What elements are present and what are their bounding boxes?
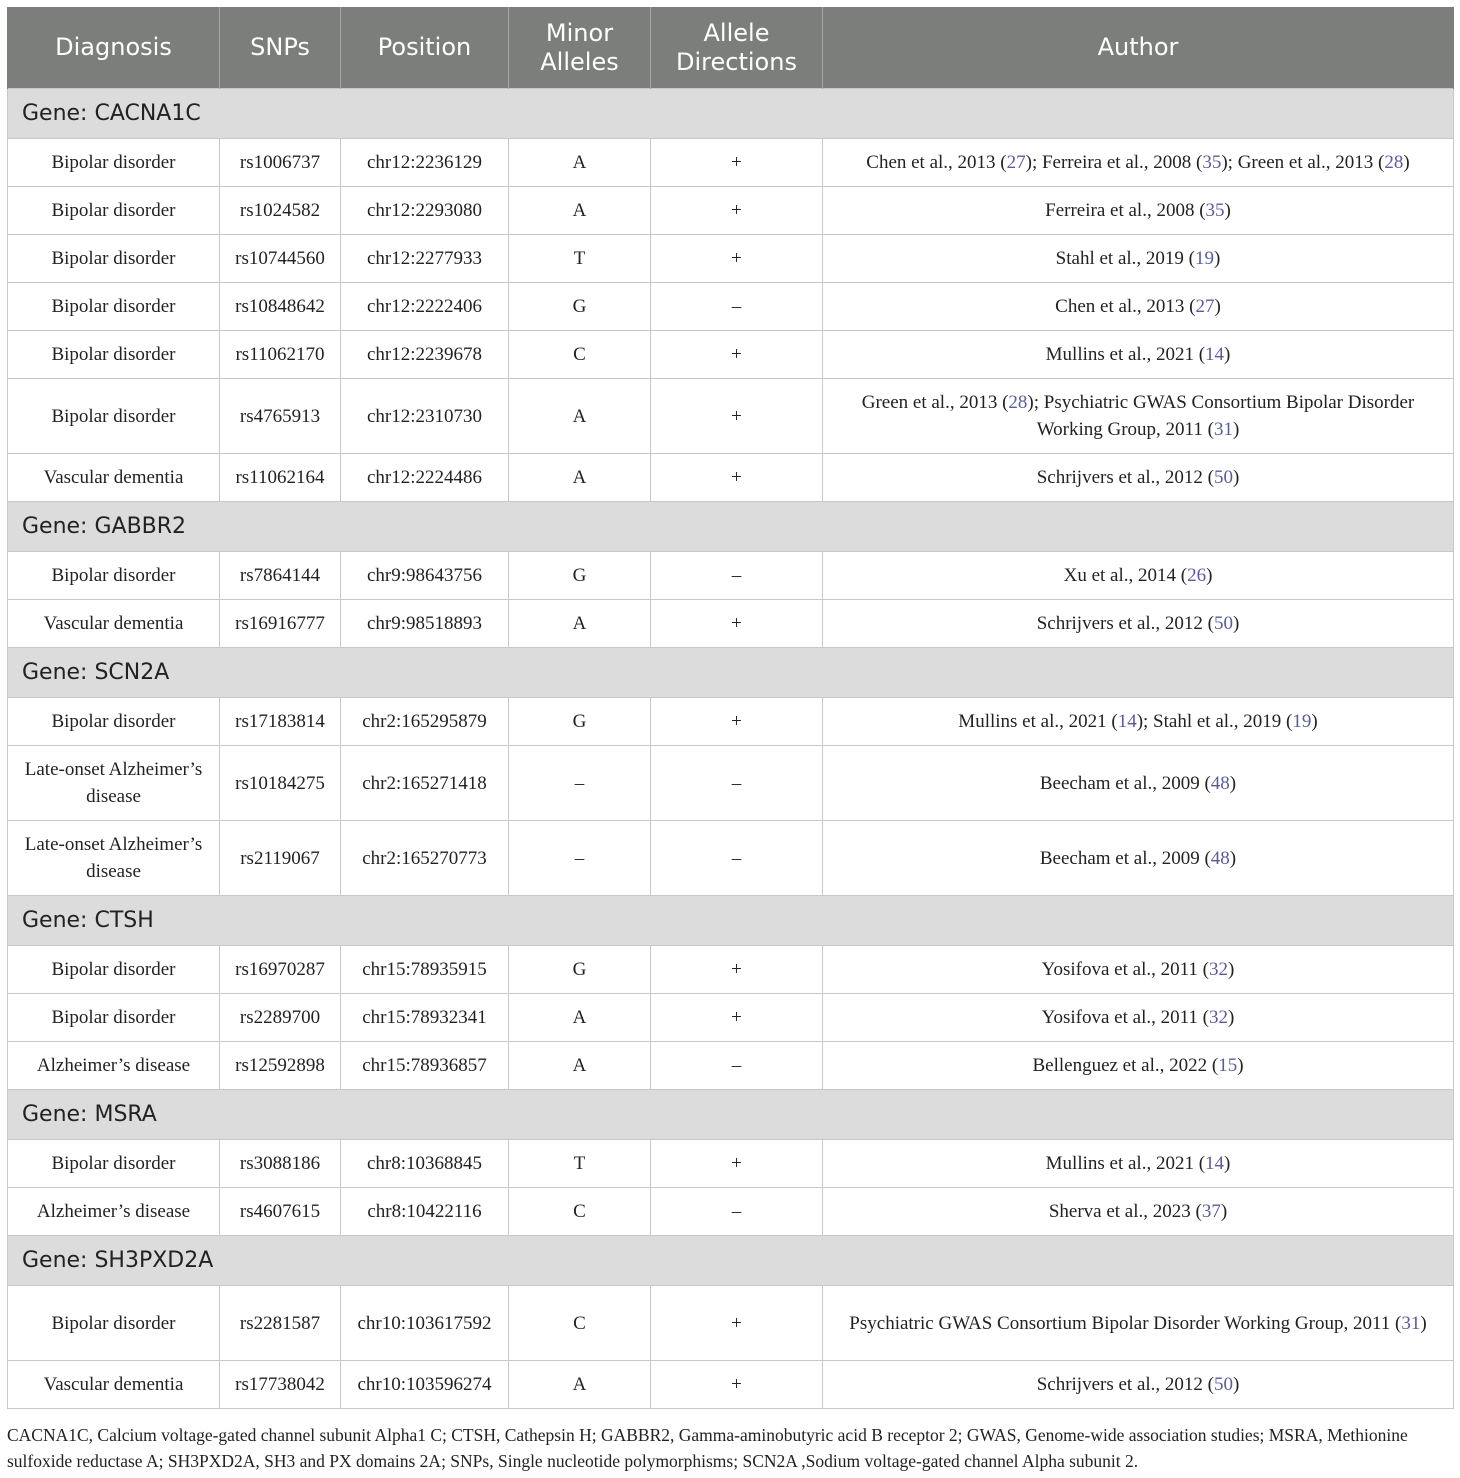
reference-link[interactable]: 50: [1213, 467, 1233, 488]
table-row: [8, 600, 1454, 648]
snp-cell: rs11062170: [220, 331, 341, 379]
allele-direction-cell: –: [651, 1188, 823, 1236]
diagnosis-cell: Bipolar disorder: [8, 1286, 220, 1361]
allele-direction-cell: +: [651, 1140, 823, 1188]
minor-allele-cell: G: [509, 552, 651, 600]
reference-link[interactable]: 37: [1201, 1201, 1221, 1222]
author-cell: [823, 746, 1454, 821]
reference-link[interactable]: 19: [1194, 248, 1214, 269]
allele-direction-cell: +: [651, 600, 823, 648]
author-text: ): [1229, 847, 1237, 869]
diagnosis-cell: Bipolar disorder: [8, 946, 220, 994]
author-text: Schrijvers et al., 2012 (: [1036, 467, 1214, 488]
position-cell: chr9:98518893: [341, 600, 509, 648]
snp-cell: rs16916777: [220, 600, 341, 648]
author-cell: [823, 1140, 1454, 1188]
author-text: ): [1220, 1201, 1228, 1222]
allele-direction-cell: –: [651, 552, 823, 600]
allele-direction-cell: +: [651, 331, 823, 379]
author-cell: [823, 946, 1454, 994]
position-cell: chr8:10422116: [341, 1188, 509, 1236]
table-row: [8, 379, 1454, 454]
allele-direction-cell: +: [651, 235, 823, 283]
author-text: Yosifova et al., 2011 (: [1041, 959, 1209, 980]
reference-link[interactable]: 31: [1401, 1312, 1421, 1334]
snp-cell: rs17738042: [220, 1361, 341, 1409]
author-text: Xu et al., 2014 (: [1063, 565, 1188, 586]
author-text: Mullins et al., 2021 (: [958, 711, 1118, 732]
allele-direction-cell: +: [651, 379, 823, 454]
author-text: ): [1227, 959, 1235, 980]
gene-label: Gene: CTSH: [8, 896, 1454, 946]
diagnosis-cell: Bipolar disorder: [8, 698, 220, 746]
author-text: Stahl et al., 2019 (: [1055, 248, 1195, 269]
author-cell: [823, 698, 1454, 746]
position-cell: chr8:10368845: [341, 1140, 509, 1188]
author-text: ): [1224, 1153, 1231, 1174]
minor-allele-cell: C: [509, 331, 651, 379]
gene-group-row: [8, 1236, 1454, 1286]
allele-direction-cell: +: [651, 1361, 823, 1409]
allele-direction-cell: –: [651, 821, 823, 896]
table-row: [8, 1140, 1454, 1188]
position-cell: chr12:2239678: [341, 331, 509, 379]
snp-cell: rs10848642: [220, 283, 341, 331]
reference-link[interactable]: 28: [1384, 152, 1404, 173]
minor-allele-cell: A: [509, 139, 651, 187]
author-cell: [823, 454, 1454, 502]
position-cell: chr15:78935915: [341, 946, 509, 994]
reference-link[interactable]: 31: [1213, 419, 1233, 440]
header-author: Author: [823, 7, 1454, 89]
reference-link[interactable]: 35: [1205, 200, 1225, 221]
author-text: ): [1420, 1312, 1427, 1334]
allele-direction-cell: –: [651, 283, 823, 331]
diagnosis-cell: Alzheimer’s disease: [8, 1042, 220, 1090]
minor-allele-cell: G: [509, 698, 651, 746]
position-cell: chr2:165295879: [341, 698, 509, 746]
diagnosis-cell: Bipolar disorder: [8, 235, 220, 283]
table-row: [8, 187, 1454, 235]
reference-link[interactable]: 19: [1292, 711, 1312, 732]
diagnosis-cell: Late-onset Alzheimer’s disease: [8, 746, 220, 821]
author-text: Green et al., 2013 (: [861, 392, 1009, 413]
table-row: [8, 946, 1454, 994]
author-text: ): [1232, 467, 1240, 488]
diagnosis-cell: Late-onset Alzheimer’s disease: [8, 821, 220, 896]
table-body: [8, 89, 1454, 1409]
author-text: ): [1237, 1055, 1244, 1076]
diagnosis-cell: Vascular dementia: [8, 600, 220, 648]
allele-direction-cell: –: [651, 746, 823, 821]
author-cell: [823, 139, 1454, 187]
reference-link[interactable]: 27: [1195, 296, 1215, 317]
gene-label: Gene: GABBR2: [8, 502, 1454, 552]
author-text: ): [1229, 772, 1237, 794]
minor-allele-cell: A: [509, 379, 651, 454]
allele-direction-cell: –: [651, 1042, 823, 1090]
author-text: Beecham et al., 2009 (: [1039, 772, 1211, 794]
gene-group-row: [8, 89, 1454, 139]
author-text: Chen et al., 2013 (: [1055, 296, 1196, 317]
table-row: [8, 331, 1454, 379]
snp-cell: rs10744560: [220, 235, 341, 283]
allele-direction-cell: +: [651, 698, 823, 746]
table-row: [8, 1042, 1454, 1090]
minor-allele-cell: A: [509, 994, 651, 1042]
author-cell: [823, 1042, 1454, 1090]
gene-group-row: [8, 502, 1454, 552]
author-text: Beecham et al., 2009 (: [1039, 847, 1211, 869]
reference-link[interactable]: 50: [1213, 613, 1233, 634]
gene-group-row: [8, 896, 1454, 946]
snp-cell: rs7864144: [220, 552, 341, 600]
author-text: ): [1224, 344, 1231, 365]
reference-link[interactable]: 28: [1008, 392, 1028, 413]
position-cell: chr2:165270773: [341, 821, 509, 896]
allele-direction-cell: +: [651, 187, 823, 235]
table-row: [8, 698, 1454, 746]
position-cell: chr12:2236129: [341, 139, 509, 187]
snp-cell: rs4765913: [220, 379, 341, 454]
position-cell: chr9:98643756: [341, 552, 509, 600]
table-row: [8, 1286, 1454, 1361]
author-text: ): [1227, 1007, 1235, 1028]
author-cell: [823, 994, 1454, 1042]
minor-allele-cell: G: [509, 283, 651, 331]
minor-allele-cell: –: [509, 746, 651, 821]
minor-allele-cell: A: [509, 1042, 651, 1090]
author-cell: [823, 235, 1454, 283]
snp-cell: rs4607615: [220, 1188, 341, 1236]
author-text: ): [1311, 711, 1318, 732]
header-allele-directions: Allele Directions: [651, 7, 823, 89]
gene-group-row: [8, 648, 1454, 698]
snp-cell: rs3088186: [220, 1140, 341, 1188]
minor-allele-cell: G: [509, 946, 651, 994]
allele-direction-cell: +: [651, 1286, 823, 1361]
table-row: [8, 1361, 1454, 1409]
snp-table: [7, 7, 1454, 1409]
author-text: Mullins et al., 2021 (: [1045, 1153, 1206, 1174]
allele-direction-cell: +: [651, 139, 823, 187]
minor-allele-cell: A: [509, 454, 651, 502]
author-cell: [823, 379, 1454, 454]
minor-allele-cell: C: [509, 1286, 651, 1361]
gene-label: Gene: SCN2A: [8, 648, 1454, 698]
diagnosis-cell: Bipolar disorder: [8, 331, 220, 379]
author-text: ): [1232, 1374, 1240, 1395]
allele-direction-cell: +: [651, 994, 823, 1042]
gene-label: Gene: SH3PXD2A: [8, 1236, 1454, 1286]
author-cell: [823, 331, 1454, 379]
author-cell: [823, 1188, 1454, 1236]
author-cell: [823, 187, 1454, 235]
diagnosis-cell: Bipolar disorder: [8, 994, 220, 1042]
allele-direction-cell: +: [651, 946, 823, 994]
snp-cell: rs2119067: [220, 821, 341, 896]
gene-label: Gene: MSRA: [8, 1090, 1454, 1140]
author-text: ): [1224, 200, 1231, 221]
minor-allele-cell: –: [509, 821, 651, 896]
table-container: [7, 7, 1453, 1409]
minor-allele-cell: T: [509, 235, 651, 283]
author-text: Chen et al., 2013 (: [866, 152, 1007, 173]
diagnosis-cell: Bipolar disorder: [8, 283, 220, 331]
table-row: [8, 821, 1454, 896]
position-cell: chr15:78932341: [341, 994, 509, 1042]
author-text: Sherva et al., 2023 (: [1048, 1201, 1202, 1222]
author-text: ); Green et al., 2013 (: [1221, 152, 1385, 173]
header-position: Position: [341, 7, 509, 89]
snp-cell: rs16970287: [220, 946, 341, 994]
reference-link[interactable]: 35: [1202, 152, 1222, 173]
minor-allele-cell: C: [509, 1188, 651, 1236]
snp-cell: rs12592898: [220, 1042, 341, 1090]
minor-allele-cell: A: [509, 1361, 651, 1409]
reference-link[interactable]: 26: [1187, 565, 1207, 586]
snp-cell: rs11062164: [220, 454, 341, 502]
author-text: ): [1214, 296, 1221, 317]
minor-allele-cell: T: [509, 1140, 651, 1188]
author-cell: [823, 1286, 1454, 1361]
position-cell: chr12:2224486: [341, 454, 509, 502]
position-cell: chr10:103596274: [341, 1361, 509, 1409]
reference-link[interactable]: 50: [1213, 1374, 1233, 1395]
table-row: [8, 235, 1454, 283]
author-text: ): [1206, 565, 1213, 586]
table-row: [8, 139, 1454, 187]
table-row: [8, 746, 1454, 821]
diagnosis-cell: Bipolar disorder: [8, 187, 220, 235]
reference-link[interactable]: 32: [1208, 1007, 1228, 1028]
reference-link[interactable]: 32: [1208, 959, 1228, 980]
author-text: Yosifova et al., 2011 (: [1041, 1007, 1209, 1028]
author-cell: [823, 600, 1454, 648]
table-row: [8, 552, 1454, 600]
position-cell: chr12:2222406: [341, 283, 509, 331]
position-cell: chr12:2310730: [341, 379, 509, 454]
snp-cell: rs1024582: [220, 187, 341, 235]
diagnosis-cell: Bipolar disorder: [8, 552, 220, 600]
author-text: Mullins et al., 2021 (: [1045, 344, 1206, 365]
author-cell: [823, 552, 1454, 600]
snp-cell: rs1006737: [220, 139, 341, 187]
reference-link[interactable]: 14: [1205, 344, 1225, 365]
reference-link[interactable]: 14: [1117, 711, 1137, 732]
author-text: Psychiatric GWAS Consortium Bipolar Disorder Working Group, 2011 (: [849, 1312, 1402, 1334]
snp-cell: rs17183814: [220, 698, 341, 746]
author-cell: [823, 821, 1454, 896]
author-text: Ferreira et al., 2008 (: [1045, 200, 1206, 221]
reference-link[interactable]: 14: [1205, 1153, 1225, 1174]
reference-link[interactable]: 15: [1218, 1055, 1238, 1076]
author-text: ); Psychiatric GWAS Consortium Bipolar Disorder Working Group, 2011 (: [1027, 392, 1415, 440]
header-diagnosis: Diagnosis: [8, 7, 220, 89]
snp-cell: rs2289700: [220, 994, 341, 1042]
author-text: ): [1403, 152, 1410, 173]
reference-link[interactable]: 48: [1210, 772, 1230, 794]
reference-link[interactable]: 48: [1210, 847, 1230, 869]
author-text: ): [1232, 613, 1240, 634]
position-cell: chr12:2277933: [341, 235, 509, 283]
allele-direction-cell: +: [651, 454, 823, 502]
position-cell: chr2:165271418: [341, 746, 509, 821]
author-text: Schrijvers et al., 2012 (: [1036, 1374, 1214, 1395]
position-cell: chr10:103617592: [341, 1286, 509, 1361]
table-row: [8, 1188, 1454, 1236]
author-cell: [823, 1361, 1454, 1409]
author-text: ); Stahl et al., 2019 (: [1136, 711, 1293, 732]
diagnosis-cell: Bipolar disorder: [8, 139, 220, 187]
gene-group-row: [8, 1090, 1454, 1140]
position-cell: chr12:2293080: [341, 187, 509, 235]
author-text: ); Ferreira et al., 2008 (: [1025, 152, 1203, 173]
diagnosis-cell: Alzheimer’s disease: [8, 1188, 220, 1236]
author-text: ): [1232, 419, 1240, 440]
table-header: [8, 7, 1454, 89]
author-text: Bellenguez et al., 2022 (: [1032, 1055, 1219, 1076]
table-row: [8, 994, 1454, 1042]
table-row: [8, 283, 1454, 331]
author-text: ): [1213, 248, 1221, 269]
reference-link[interactable]: 27: [1006, 152, 1026, 173]
minor-allele-cell: A: [509, 600, 651, 648]
position-cell: chr15:78936857: [341, 1042, 509, 1090]
header-minor-alleles: Minor Alleles: [509, 7, 651, 89]
table-row: [8, 454, 1454, 502]
diagnosis-cell: Bipolar disorder: [8, 379, 220, 454]
author-text: Schrijvers et al., 2012 (: [1036, 613, 1214, 634]
snp-cell: rs10184275: [220, 746, 341, 821]
diagnosis-cell: Vascular dementia: [8, 1361, 220, 1409]
gene-label: Gene: CACNA1C: [8, 89, 1454, 139]
diagnosis-cell: Bipolar disorder: [8, 1140, 220, 1188]
author-cell: [823, 283, 1454, 331]
diagnosis-cell: Vascular dementia: [8, 454, 220, 502]
snp-cell: rs2281587: [220, 1286, 341, 1361]
minor-allele-cell: A: [509, 187, 651, 235]
table-footnote: CACNA1C, Calcium voltage-gated channel subunit Alpha1 C; CTSH, Cathepsin H; GABBR2, Gamma-aminobutyric acid B receptor 2; GWAS, Genome-wide association studies; MSRA, Methionine sulfoxide reductase A; SH3PXD2A, SH3 and PX domains 2A; SNPs, Single nucleotide polymorphisms; SCN2A ,Sodium voltage-gated channel Alpha subunit 2.: [7, 1425, 1408, 1471]
header-snps: SNPs: [220, 7, 341, 89]
